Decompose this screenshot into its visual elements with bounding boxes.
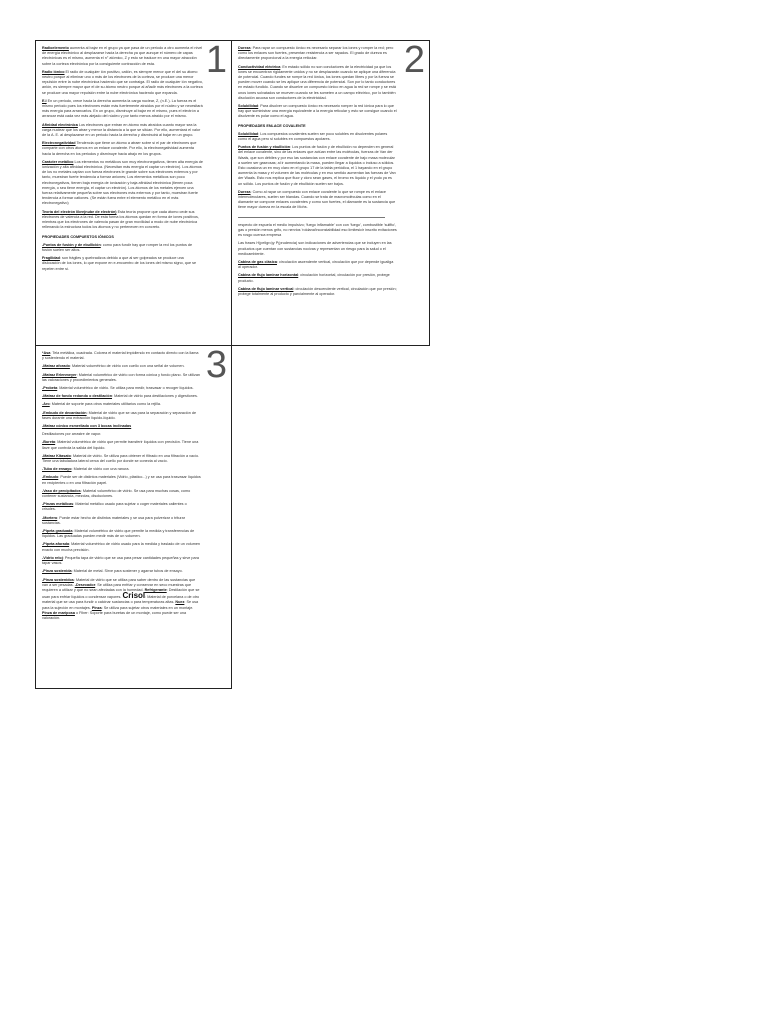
panel-number: 1 [205, 40, 227, 81]
term-label: -Vaso de precipitados [42, 488, 81, 493]
note-paragraph [42, 394, 201, 399]
term-label: Pinza [91, 605, 102, 610]
term-definition: : Material de vidrio con una ranura. [71, 467, 130, 472]
note-paragraph [238, 287, 397, 297]
term-label: -Pinzas metálicas [42, 502, 74, 507]
term-label: -Matraz aforado [42, 364, 70, 369]
note-paragraph [238, 145, 397, 187]
term-label: -Matraz cónico esmerilado con 3 bocas inclinadas [42, 424, 132, 429]
term-definition: : Material volumétrico de vidrio que permite transferir líquidos con precisión. Tiene una llave que controla la salida del líquido. [42, 440, 199, 450]
note-paragraph [42, 489, 201, 499]
note-paragraph [238, 132, 397, 142]
term-label: -Probeta [42, 386, 58, 391]
note-paragraph [42, 516, 201, 526]
panel-body [42, 351, 225, 621]
term-label: Radio iónico [42, 69, 65, 74]
note-paragraph [42, 569, 201, 574]
term-label: -Aro [42, 402, 50, 407]
term-definition: Los elementos no metálicos son muy electronegativos, tienen alta energía de ionización y alta afinidad electrónica. (Necesitan más energía el captar un electrón). Los átomos de los no metales captan con fuerza electrones le grande sobre sus electrones externos y por tanto, muestran fuerte tendencia a formar aniones; Los elementos metálicos son poco electronegativos, tienen baja energía de ionización y baja afinidad electrónica (tienen poca energía, o sea tiene energía, el captar un electrón). Los átomos de los metales ejercen una fuerza relativamente pequeña sobre sus electrones más externos y por tanto, muestran fuerte tendencia a formar cationes. (Se están fuera entre el elemento metálico en el más electronegativo) [42, 159, 203, 206]
term-label: -Embudo [42, 475, 59, 480]
note-paragraph [42, 454, 201, 464]
term-label: E.I [42, 98, 47, 103]
term-definition: : Material volumétrico de vidrio con forma cónica y fondo plano. Se utilizan las valoraciones y procedimientos generales. [42, 372, 201, 382]
term-definition: : Puede ser de distintos materiales (Vidrio, plástico...) y se usa para trasvasar líquidos en recipientes o en una filtración papel. [42, 475, 201, 485]
term-label: Afinidad electrónica [42, 122, 78, 127]
term-label: -Pinza sostenidos [42, 577, 74, 582]
term-definition: : Material de vidrio para destilaciones y digestiones. [112, 394, 198, 399]
term-definition: Los electrones que entran en átomo más atraídos cuanto mayor sea la carga nuclear que los atrae y menor la distancia a la que se sitúan. Por ello, aumentará el valor de la A. E. al desplazarse en un periodo hacia la derecha y disminuirá al bajar en un grupo. [42, 122, 201, 138]
note-paragraph [42, 70, 203, 96]
term-definition: : Los puntos de fusión y de ebullición no dependen en general del enlace covalente, sino de las enlaces que actúan entre las moléculas, fuerzas de Van der Waals, que son débiles y por eso las sustancias con enlace covalente de bajo masa molecular a suelen ser gaseosas; al ir aumentando la masa, pueden llegar a líquidos o incluso a sólidos. Esto ocasiona un en muy claro en el grupo 17 de la tabla periódica, el 1 hayando en el grupo aumenta la masa y el volumen de las moléculas y en eso sentido aumentan las fuerzas de Van der Waals. Esto nos explica que fluor y cloro sean gases, el bromo es líquido y el yodo ya es un sólido. Los puntos de fusión y de ebullición suelen ser bajos. [238, 145, 396, 186]
term-definition: : Material de porcelana o de otro material que se usa para fundir o calcinar sustancias o para temperaturas altas. [42, 595, 200, 605]
note-paragraph [42, 402, 201, 407]
note-paragraph [42, 440, 201, 450]
term-definition: : Material de soporte para otros materiales utilitarios como la rejilla. [49, 402, 162, 407]
note-paragraph [42, 432, 201, 437]
term-label: Nuez [175, 600, 185, 605]
panel-body [238, 46, 423, 297]
term-label: -Puntos de fusión y de ebullición [42, 242, 101, 247]
term-label: Cabina de gas clásica [238, 259, 277, 264]
term-label: -Pipeta graduada [42, 529, 73, 534]
term-definition: : Material volumétrico de vidrio que permite la medida y transferencias de líquidos. Las graduadas pueden medir más de un volumen. [42, 529, 195, 539]
term-definition: En un periodo, crece hacia la derecha aumenta la carga nuclear, Z, (n.E.). La fuerza es el mismo periodo pues los electrones están más fuertemente atraídos por el núcleo y se necesitará más energía para arrancarlos. En un grupo, disminuye al bajar en el mismo, pues el electrón a arrancar está cada vez más alejado del núcleo y por tanto menos atraído por el mismo. [42, 98, 203, 119]
term-definition: : Para rayar un compuesto iónico es necesario separar los iones y romper la red; pero como los enlaces son fuertes, presentan resistencia a ser rayados. El grado de dureza es directamente proporcional a la energía reticular. [238, 46, 394, 61]
note-paragraph [42, 529, 201, 539]
term-definition: : Destilación que se usan para enfriar líquidos o condensar vapores. [42, 587, 200, 600]
note-paragraph [42, 256, 203, 272]
term-label: Dureza [238, 46, 251, 50]
note-paragraph [238, 65, 397, 101]
term-definition: : Se utiliza para sujetar otros materiales en un montaje. [101, 605, 194, 610]
term-definition: : Material de vidrio que se utiliza para saber dentro de las sustancias que van a ser pesadas. [42, 577, 196, 587]
term-definition: : Para disolver un compuesto iónico es necesario romper la red iónica para lo que hay que suministrar una energía equivalente a la energía reticular y esto se consigue cuando el disolvente es polar como el agua. [238, 104, 397, 119]
note-paragraph [42, 46, 203, 67]
term-label: Teoría del electrón libre(nube de electrón) [42, 209, 117, 214]
term-definition: Tendencia que tiene un átomo a atraer sobre sí el par de electrones que comparte con otros átomos en un enlace covalente. Por ello, la electronegatividad aumenta hacia la derecha en los periodos y disminuye hacia abajo en los grupos. [42, 141, 197, 156]
notes-panel-2 [231, 40, 430, 346]
term-definition: : circulación ascendente vertical, circulación que por depende igualiga al operador. [238, 259, 394, 270]
divider [238, 217, 385, 218]
term-label: Radioelemento [42, 46, 69, 50]
section-heading: PROPIEDADES ENLACE COVALENTE [238, 123, 306, 128]
term-definition: El radio de cualquier ión positivo, catión, es siempre menor que el del su átomo neutro porque al eliminar uno o más de los electrones de la corteza, se produce una menor repulsión entre la nube electrónica haciendo que se contraiga. El radio de cualquier ión negativo, anión, es siempre mayor que el de su átomo neutro porque al añadir más electrones a la corteza se produce una mayor repulsión entre la nube electrónica haciendo que expanda. [42, 69, 203, 95]
term-label: -Matraz Kitasato [42, 453, 71, 458]
term-definition: Destilaciones por arrastre de vapor. [42, 432, 102, 437]
note-paragraph [42, 578, 201, 622]
term-definition: : circulación descendente vertical, circulación que por presión; protege totalmente al producto y parcialmente al operador. [238, 286, 397, 296]
term-label: Pinza de mariposa [42, 610, 75, 615]
note-paragraph [42, 243, 203, 253]
note-paragraph [42, 386, 201, 391]
term-definition: respecto de espuela el medio impulsivo; 'fuego inflamable' con con 'fuego', combustible 'sulfito', gas o presión menos grifo, no nervios 'roldana'inconstabilidad eso límitesicir inscrito evitaciones es rosgo cuenca empresa [238, 222, 397, 238]
term-definition: : Puede estar hecho de distintos materiales y se usa para pulverizar o triturar sustancias. [42, 515, 185, 525]
note-paragraph [42, 160, 203, 207]
note-paragraph [42, 99, 203, 120]
note-paragraph [42, 502, 201, 512]
term-label: -Matraz de fondo redondo o destilación [42, 394, 113, 399]
term-label: Dureza [238, 189, 251, 194]
term-label: Electronegatividad [42, 141, 76, 146]
term-label: -Mortero [42, 515, 58, 520]
term-definition: : Material volumétrico de vidrio con cuello con una señal de volumen. [69, 364, 185, 369]
term-label: Solubilidad [238, 131, 259, 136]
note-paragraph [42, 123, 203, 139]
term-definition: : Material de vidrio que se usa para la separación y separación de fases durante una extracción líquido-líquido. [42, 410, 197, 420]
term-label: -Matraz Erlenmeyer [42, 372, 77, 377]
note-paragraph [42, 210, 203, 231]
term-definition: : Como al rayar un compuesto con enlace covalente lo que se rompe es el enlace intermoleculares, suelen ser blandas. Cuando se trata de macromoléculas como en el diamante se compone enlaces covalentes y como son fuertes, el diamante es la sustancia que tiene mayor dureza en la escala de Mohs. [238, 189, 396, 210]
note-paragraph [238, 46, 397, 62]
term-label: -Desecador [74, 582, 96, 587]
term-definition: Las frases H(peligro)y P(prudencia) son indicaciones de advertencias que se incluyen en las productos que cuentan con sustancias nocivas y representan un riesgo para la salud o el medioambiente. [238, 241, 392, 256]
term-label: *Asa [42, 351, 51, 355]
note-paragraph [238, 223, 397, 239]
term-definition: : Se usa para la sujeción en montajes. [42, 600, 199, 610]
section-heading: PROPIEDADES COMPUESTOS IÓNICOS [42, 234, 114, 239]
term-label: Solubilidad [238, 104, 259, 109]
note-paragraph [42, 364, 201, 369]
highlighted-term: Crisol [122, 591, 146, 601]
term-definition: : Tela metálica, cuadrada. Colorea el material impidiendo en contacto directo con la llama y sosteniendo el material. [42, 351, 199, 361]
note-paragraph [42, 351, 201, 361]
term-label: Conductividad eléctrica [238, 64, 281, 69]
term-definition: Esta teoría propone que cada átomo cede sus electrones de valencia a la red. De esta forma los átomos quedan en forma de iones positivos, mientras que los electrones de valencia pasan de gran movilidad a modo de nube electrónica rellenando la estructura todos los átomos y no pertenecen en concreto. [42, 209, 199, 230]
note-paragraph [238, 260, 397, 270]
term-definition: : circulación horizontal, circulación por presión, protege producto. [238, 273, 390, 283]
term-label: -Pipeta aforada [42, 542, 70, 547]
term-definition: : Material de metal. Sirve para sostener y agarrar tubos de ensayo. [71, 569, 183, 574]
term-label: Puntos de fusión y ebullición [238, 145, 291, 150]
term-definition: : Los compuestos covalentes suelen ser poco solubles en disolventes polares como el agua pero si solubles en compuestos apolares. [238, 131, 388, 142]
note-paragraph [42, 424, 201, 429]
term-definition: : Material volumétrico de vidrio. Se utiliza para medir, trasvasar o recoger líquidos. [57, 386, 194, 391]
note-paragraph [42, 411, 201, 421]
term-label: -Embudo de decantación [42, 410, 87, 415]
term-label: Cabina de flujo laminar horizontal [238, 273, 299, 278]
term-label: -Vidrio reloj [42, 555, 63, 560]
panel-body [42, 46, 225, 272]
term-definition: : Material de vidrio. Se utiliza para obtener el filtrado en una filtración a vacío. Tiene una tabuladura lateral cerca del cuello por donde se conecta al vacío. [42, 453, 200, 464]
term-label: Carácter metálico [42, 159, 74, 164]
note-paragraph [238, 190, 397, 211]
term-definition: : Material volumétrico de vidrio usado para la medida y traslado de un volumen exacto con mucha precisión. [42, 542, 200, 552]
note-paragraph [42, 141, 203, 157]
note-paragraph [42, 556, 201, 566]
term-definition: aumenta al bajar en el grupo ya que pasa de un periodo a otro aumenta el nivel de energía electrónico al desplazarse hacia la derecha ya que aunque el número de capas electrónicas es el mismo, aumenta el n° atómico, Z y esto se traduce en una mayor atracción sobre la corteza electrónica por la consiguiente contracción de esta. [42, 46, 203, 66]
note-paragraph [238, 104, 397, 120]
term-definition: : son frágiles y quebradizos debido a que al ser golpeados se produce una dislocación de los iones, lo que expone en e-encuentro de los iones del mismo signo, que se repelen entre sí. [42, 256, 197, 271]
notes-panel-1 [35, 40, 232, 346]
term-label: -Bureta [42, 440, 56, 445]
term-definition: : Material volumétrico de vidrio. Se usa para muchas cosas, como contener sustancia, mezclas, disoluciones. [42, 488, 191, 499]
note-paragraph [238, 241, 397, 257]
term-definition: : Se utiliza para enfriar y conservar en seco muestras que requieren a utilizar y que no sean afectadas con la humedad. [42, 582, 192, 592]
term-definition: : Pequeña tapa de vidrio que se usa para pesar cantidades pequeñas y sirve para tapar vasos. [42, 555, 199, 566]
notes-panel-3 [35, 345, 232, 689]
note-paragraph [42, 542, 201, 552]
term-definition: : Material metálico usado para sujetar o coger materiales calientes o crisoles. [42, 502, 187, 512]
term-label: -Tubo de ensayo [42, 467, 72, 472]
note-paragraph [238, 273, 397, 283]
term-label: Refrigerante [144, 587, 167, 592]
term-definition: : En estado sólido no son conductores de la electricidad ya que los iones se encuentran rígidamente unidos y no se desplazarán cuando se aplique una diferencia de potencial. Cuando fundes se rompe la red iónica, los iones quedan libres y por la fuerza se pueden mover cuando se les aplique una diferencia de potencial. Son por lo tanto conductores en estado fundido. Cuando se disuelve un compuesto iónico en agua la red se rompe y se está unos iones solvatados se mueven cuando se les someten a un campo eléctrico, por lo también disolución acuosa son conductores de la electricidad. [238, 64, 397, 100]
note-paragraph [42, 475, 201, 485]
term-label: Cabina de flujo laminar vertical [238, 286, 294, 291]
term-label: Fragilidad [42, 256, 60, 261]
term-label: -Pinza sostenida [42, 569, 72, 574]
term-definition: : como para fundir hay que romper la red los puntos de fusión suelen ser altos. [42, 242, 193, 252]
panel-number: 2 [403, 40, 425, 81]
note-paragraph [42, 467, 201, 472]
term-definition: o Fiber: Soporte para buretas de un montaje, como puede ser una valoración. [42, 610, 187, 620]
panel-number: 3 [205, 345, 227, 386]
note-paragraph [42, 373, 201, 383]
